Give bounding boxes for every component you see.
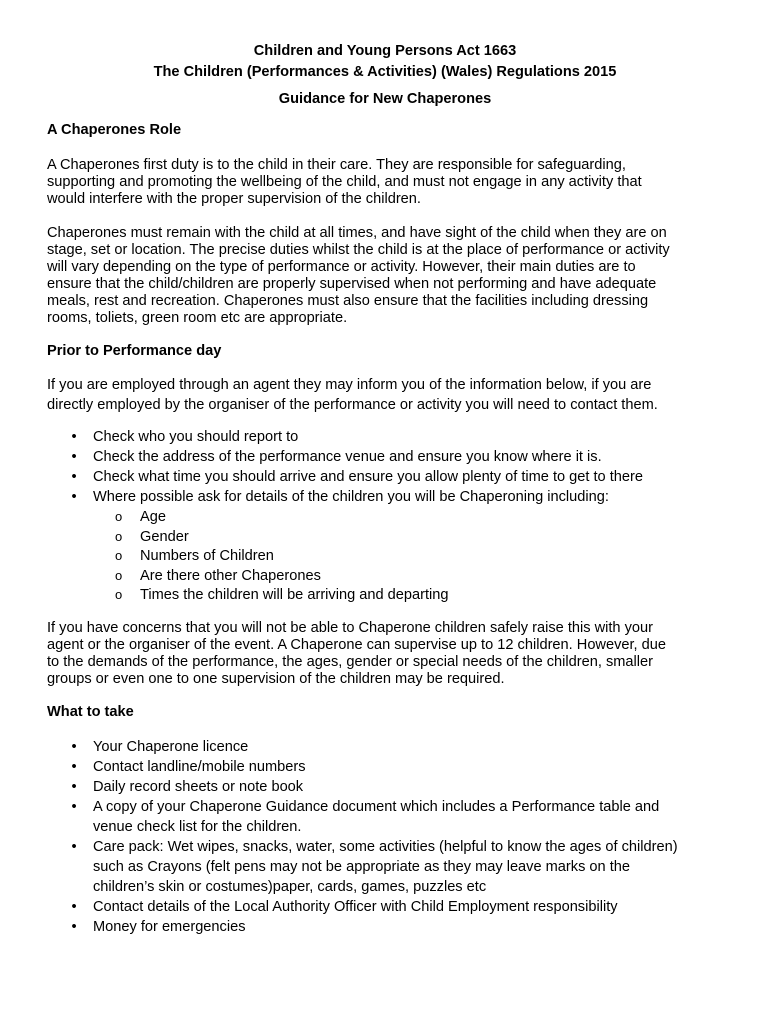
document-subtitle: Guidance for New Chaperones: [278, 91, 492, 107]
bullet-marker: •: [71, 839, 77, 855]
list-item: [47, 427, 643, 447]
list-item-text: Contact landline/mobile numbers: [93, 759, 306, 775]
text-line: Chaperones must remain with the child at all times, and have sight of the child when they are on: [47, 225, 667, 241]
sub-bullet-marker: o: [115, 567, 123, 583]
sub-list-item: [47, 507, 643, 527]
section-heading-prior: Prior to Performance day: [47, 343, 222, 359]
bullet-marker: •: [71, 759, 77, 775]
bullet-marker: •: [71, 779, 77, 795]
text-line: directly employed by the organiser of the performance or activity you will need to contact them.: [47, 397, 658, 413]
section-heading-take: What to take: [47, 704, 134, 720]
text-line: stage, set or location. The precise duties whilst the child is at the place of performance or activity: [47, 242, 670, 258]
sub-bullet-marker: o: [115, 587, 123, 602]
list-item: [47, 757, 678, 777]
list-item: [47, 797, 678, 837]
list-item-text: Money for emergencies: [93, 919, 246, 935]
text-line: groups or even one to one supervision of the children may be required.: [47, 671, 505, 687]
role-paragraph-1: [47, 157, 747, 208]
list-item-text: Your Chaperone licence: [93, 739, 249, 755]
list-item-text: venue check list for the children.: [93, 819, 302, 835]
bullet-marker: •: [71, 429, 77, 445]
sub-list-item: [47, 546, 643, 566]
text-line: rooms, toliets, green room etc are appropriate.: [47, 310, 348, 326]
list-item-text: Daily record sheets or note book: [93, 779, 304, 795]
bullet-marker: •: [71, 469, 77, 485]
sub-list-item-text: Numbers of Children: [140, 548, 274, 564]
document-title-line-1: Children and Young Persons Act 1663: [253, 43, 517, 59]
section-heading-role: A Chaperones Role: [47, 122, 182, 138]
bullet-marker: •: [71, 919, 77, 935]
text-line: If you are employed through an agent they may inform you of the information below, if you are: [47, 377, 652, 393]
text-line: would interfere with the proper supervision of the children.: [47, 191, 421, 207]
text-line: A Chaperones first duty is to the child in their care. They are responsible for safeguarding,: [47, 157, 626, 173]
list-item: [47, 737, 678, 757]
prior-intro-paragraph: [47, 375, 747, 415]
bullet-marker: •: [71, 799, 77, 815]
sub-list-item-text: Age: [140, 509, 166, 525]
bullet-marker: •: [71, 449, 77, 465]
list-item-text: children’s skin or costumes)paper, cards, games, puzzles etc: [93, 879, 487, 895]
list-item-text: A copy of your Chaperone Guidance document which includes a Performance table and: [93, 799, 660, 815]
list-item: [47, 917, 678, 937]
list-item-text: such as Crayons (felt pens may not be appropriate as they may leave marks on the: [93, 859, 630, 875]
sub-bullet-marker: o: [115, 548, 123, 563]
concerns-paragraph: [47, 620, 747, 688]
list-item: [47, 487, 643, 507]
bullet-marker: •: [71, 739, 77, 755]
sub-list-item: [47, 527, 643, 547]
text-line: to the demands of the performance, the ages, gender or special needs of the children, smaller: [47, 654, 653, 670]
bullet-marker: •: [71, 899, 77, 915]
list-item: [47, 897, 678, 917]
sub-list-item-text: Gender: [140, 528, 189, 545]
text-line: meals, rest and recreation. Chaperones must also ensure that the facilities including dressing: [47, 293, 649, 309]
list-item-text: Check the address of the performance venue and ensure you know where it is.: [93, 449, 602, 465]
role-paragraph-2: [47, 225, 747, 327]
sub-list-item: [47, 566, 643, 586]
text-line: ensure that the child/children are properly supervised when not performing and have adequate: [47, 276, 657, 292]
sub-list-item-text: Times the children will be arriving and departing: [140, 587, 449, 603]
sub-list-item-text: Are there other Chaperones: [140, 567, 321, 584]
bullet-marker: •: [71, 489, 77, 505]
list-item-text: Contact details of the Local Authority Officer with Child Employment responsibility: [93, 899, 618, 915]
list-item: [47, 837, 678, 897]
list-item: [47, 447, 643, 467]
list-item-text: Check who you should report to: [93, 429, 299, 445]
prior-checklist: [47, 427, 643, 605]
list-item: [47, 467, 643, 487]
text-line: If you have concerns that you will not be able to Chaperone children safely raise this with your: [47, 620, 653, 636]
text-line: supporting and promoting the wellbeing of the child, and must not engage in any activity that: [47, 174, 642, 190]
sub-bullet-marker: o: [115, 528, 123, 544]
text-line: agent or the organiser of the event. A Chaperone can supervise up to 12 children. However, due: [47, 637, 667, 653]
document-title-line-2: The Children (Performances & Activities) (Wales) Regulations 2015: [153, 64, 617, 80]
text-line: will vary depending on the type of performance or activity. However, their main duties are to: [47, 259, 636, 275]
list-item: [47, 777, 678, 797]
list-item-text: Where possible ask for details of the children you will be Chaperoning including:: [93, 489, 609, 505]
sub-bullet-marker: o: [115, 509, 123, 524]
list-item-text: Check what time you should arrive and ensure you allow plenty of time to get to there: [93, 469, 643, 485]
list-item-text: Care pack: Wet wipes, snacks, water, some activities (helpful to know the ages of children): [93, 839, 678, 855]
sub-list-item: [47, 585, 643, 605]
what-to-take-list: [47, 737, 678, 937]
